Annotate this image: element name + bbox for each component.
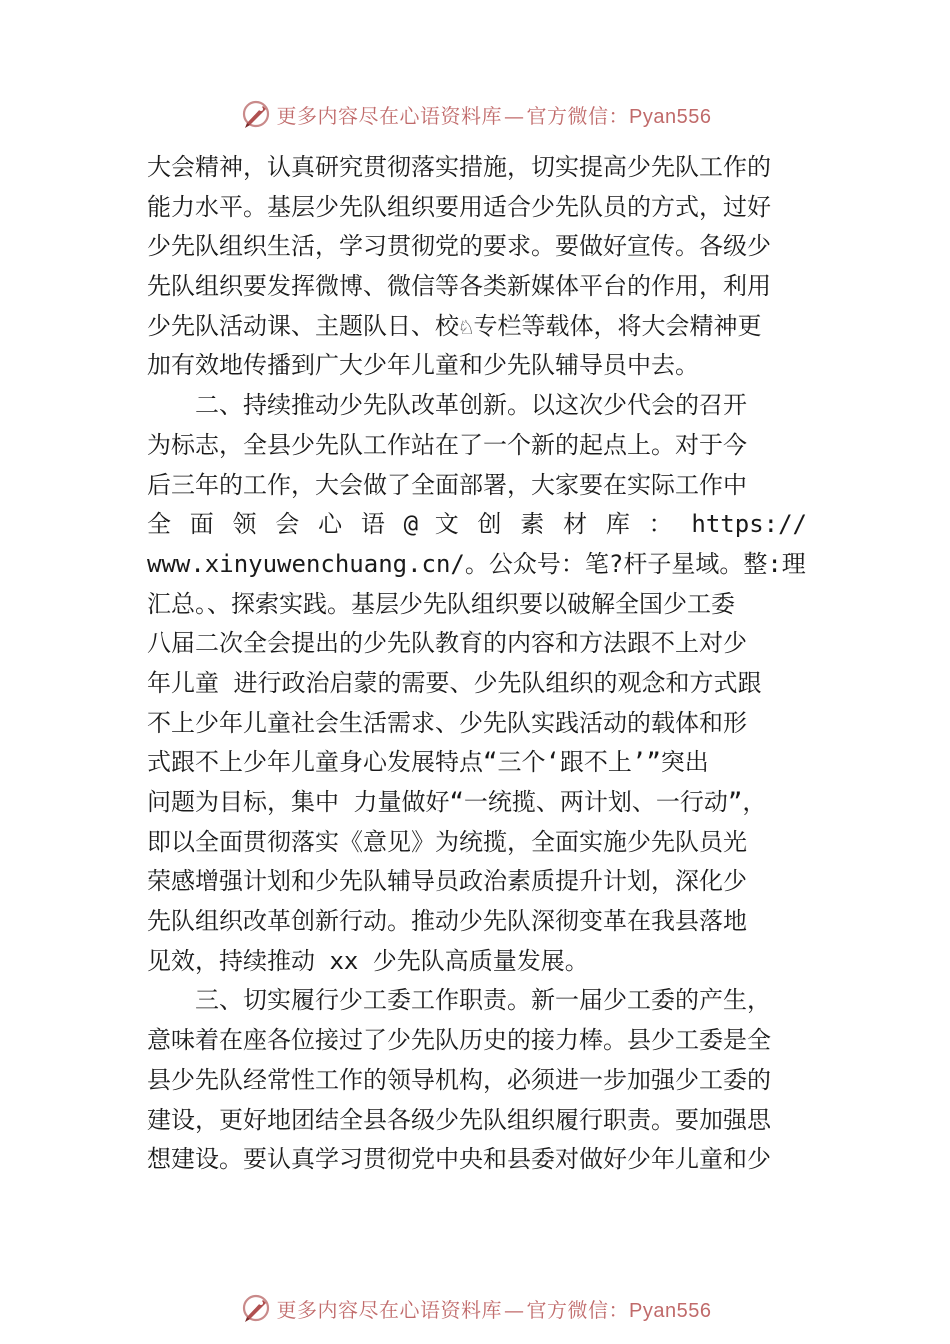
text-line: 少先队组织生活，学习贯彻党的要求。要做好宣传。各级少 xyxy=(147,232,771,261)
footer-banner xyxy=(0,1288,950,1328)
banner-wechat-id: Pyan556 xyxy=(629,105,712,128)
banner-title: 更多内容尽在心语资料库 xyxy=(276,1297,503,1322)
header-banner xyxy=(0,94,950,134)
text-line: 全 面 领 会 心 语 @ 文 创 素 材 库 ： https:// xyxy=(147,510,807,539)
text-line: 想建设。要认真学习贯彻党中央和县委对做好少年儿童和少 xyxy=(147,1145,771,1174)
text-line: 三、切实履行少工委工作职责。新一届少工委的产生， xyxy=(147,986,771,1015)
text-line: 后三年的工作，大会做了全面部署，大家要在实际工作中 xyxy=(147,470,747,499)
text-line: 建设，更好地团结全县各级少先队组织履行职责。要加强思 xyxy=(147,1105,771,1134)
banner-wechat-id: Pyan556 xyxy=(629,1299,712,1322)
text-line: 荣感增强计划和少先队辅导员政治素质提升计划，深化少 xyxy=(147,867,747,896)
text-line: 意味着在座各位接过了少先队历史的接力棒。县少工委是全 xyxy=(147,1026,771,1055)
text-line: 能力水平。基层少先队组织要用适合少先队员的方式，过好 xyxy=(147,192,771,221)
text-line: 式跟不上少年儿童身心发展特点“三个‘跟不上’”突出 xyxy=(147,748,709,777)
text-line: www.xinyuwenchuang.cn/。公众号：笔?杆子星域。整:理 xyxy=(147,549,806,578)
text-line: 少先队活动课、主题队日、校♘专栏等载体，将大会精神更 xyxy=(147,311,762,340)
text-line: 见效，持续推动 xx 少先队高质量发展。 xyxy=(147,946,589,975)
text-line: 八届二次全会提出的少先队教育的内容和方法跟不上对少 xyxy=(147,629,747,658)
banner-title: 更多内容尽在心语资料库 xyxy=(276,103,503,128)
text-line: 大会精神，认真研究贯彻落实措施，切实提高少先队工作的 xyxy=(147,153,771,181)
text-line: 加有效地传播到广大少年儿童和少先队辅导员中去。 xyxy=(147,351,699,380)
text-line: 问题为目标，集中 力量做好“一统揽、两计划、一行动”， xyxy=(147,788,767,816)
banner-wechat-label: 官方微信： xyxy=(526,1297,630,1322)
banner-wechat-label: 官方微信： xyxy=(526,103,630,128)
text-line: 先队组织要发挥微博、微信等各类新媒体平台的作用，利用 xyxy=(147,272,771,301)
text-line: 即以全面贯彻落实《意见》为统揽，全面实施少先队员光 xyxy=(147,827,747,856)
text-line: 二、持续推动少先队改革创新。以这次少代会的召开 xyxy=(147,391,747,420)
text-line: 年儿童 进行政治启蒙的需要、少先队组织的观念和方式跟 xyxy=(147,668,762,697)
banner-separator: — xyxy=(504,1297,525,1322)
text-line: 不上少年儿童社会生活需求、少先队实践活动的载体和形 xyxy=(147,708,747,737)
body-text xyxy=(147,148,807,1180)
text-line: 为标志，全县少先队工作站在了一个新的起点上。对于今 xyxy=(147,430,747,459)
banner-separator: — xyxy=(504,103,525,128)
pen-logo-icon xyxy=(239,97,273,131)
text-line: 县少先队经常性工作的领导机构，必须进一步加强少工委的 xyxy=(147,1065,771,1094)
text-line: 先队组织改革创新行动。推动少先队深彻变革在我县落地 xyxy=(147,907,747,936)
text-line: 汇总。、探索实践。基层少先队组织要以破解全国少工委 xyxy=(147,589,735,618)
pen-logo-icon xyxy=(239,1291,273,1325)
